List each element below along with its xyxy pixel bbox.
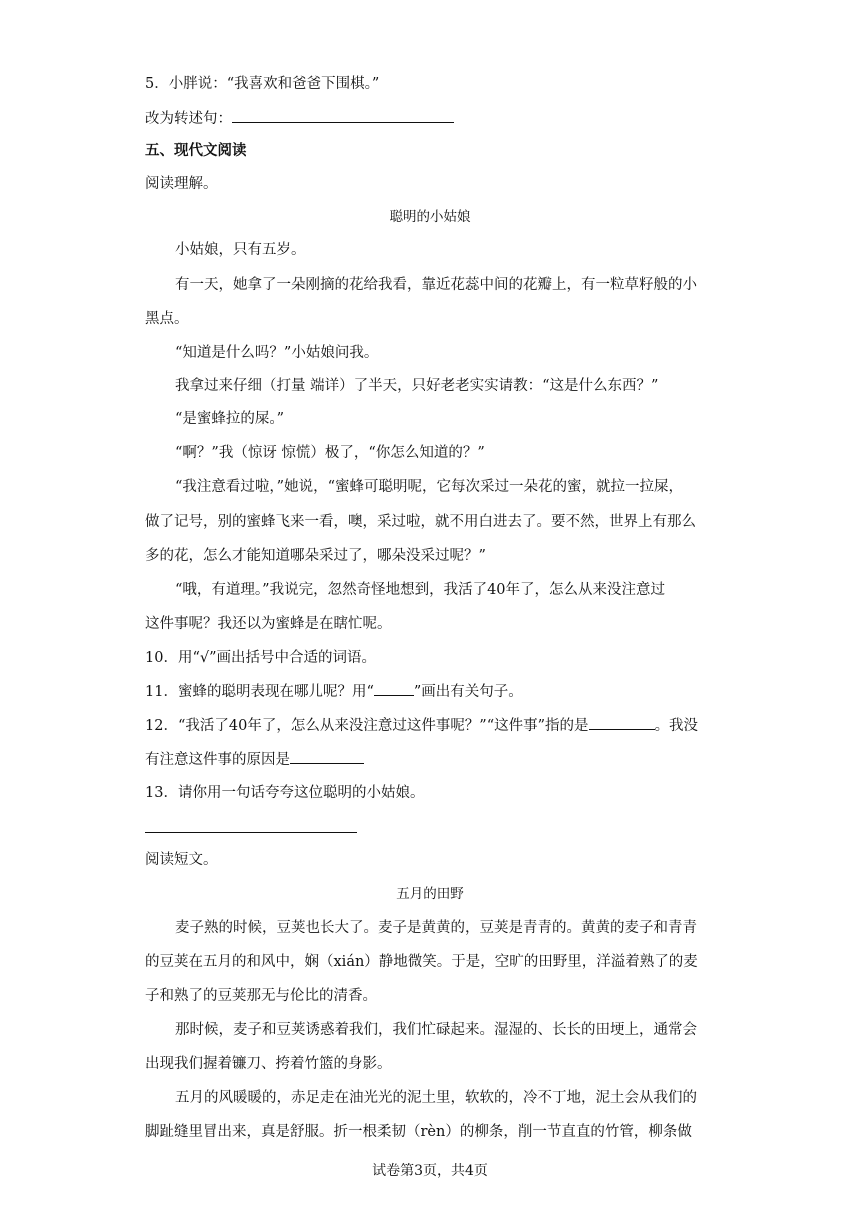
passage-title: 五月的田野 [396,886,464,902]
passage-paragraph: 小姑娘，只有五岁。 [175,242,306,258]
passage-paragraph: “我注意看过啦，”她说，“蜜蜂可聪明呢，它每次采过一朵花的蜜，就拉一拉屎， [175,479,683,495]
question-5-prompt: 5．小胖说：“我喜欢和爸爸下围棋。” [145,76,380,92]
question-11 [145,681,523,702]
passage-paragraph: “知道是什么吗？”小姑娘问我。 [175,345,379,361]
question-5-instruction-text: 改为转述句： [145,111,232,127]
question-12-cont [145,749,364,770]
passage-paragraph-cont: 做了记号，别的蜜蜂飞来一看，噢，采过啦，就不用白进去了。要不然，世界上有那么 [145,514,696,530]
question-12-text-a: 12．“我活了40年了，怎么从来没注意过这件事呢？”“这件事”指的是 [145,718,589,734]
answer-blank[interactable] [589,715,655,730]
question-11-text-a: 11．蜜蜂的聪明表现在哪儿呢？用“ [145,684,374,700]
reading-intro: 阅读理解。 [145,176,218,192]
passage-paragraph: 麦子熟的时候，豆荚也长大了。麦子是黄黄的，豆荚是青青的。黄黄的麦子和青青 [175,920,697,936]
question-11-text-b: ”画出有关句子。 [413,684,523,700]
answer-line[interactable] [145,832,357,833]
passage-paragraph: 我拿过来仔细（打量 端详）了半天，只好老老实实请教：“这是什么东西？” [175,378,659,394]
passage-paragraph-cont: 黑点。 [145,311,189,327]
passage-paragraph-cont: 出现我们握着镰刀、挎着竹篮的身影。 [145,1056,392,1072]
answer-blank[interactable] [290,749,364,764]
passage-paragraph: “啊？”我（惊讶 惊慌）极了，“你怎么知道的？” [175,445,485,461]
passage-title: 聪明的小姑娘 [389,209,471,225]
section-heading: 五、现代文阅读 [145,143,247,159]
passage-paragraph-cont: 这件事呢？我还以为蜜蜂是在瞎忙呢。 [145,616,392,632]
passage-paragraph-cont: 脚趾缝里冒出来，真是舒服。折一根柔韧（rèn）的柳条，削一节直直的竹管，柳条做 [145,1124,692,1140]
underline-sample [374,681,414,696]
page-footer: 试卷第3页，共4页 [372,1163,488,1179]
question-12-text-b: 。我没 [654,718,699,734]
passage-paragraph-cont: 多的花，怎么才能知道哪朵采过了，哪朵没采过呢？” [145,548,486,564]
passage-paragraph: 有一天，她拿了一朵刚摘的花给我看，靠近花蕊中间的花瓣上，有一粒草籽般的小 [175,277,697,293]
passage-paragraph: “是蜜蜂拉的屎。” [175,411,285,427]
passage-paragraph: “哦，有道理。”我说完，忽然奇怪地想到，我活了40年了，怎么从来没注意过 [175,582,666,598]
passage-paragraph: 那时候，麦子和豆荚诱惑着我们，我们忙碌起来。湿湿的、长长的田埂上，通常会 [175,1022,697,1038]
question-12 [145,715,698,736]
question-5-instruction [145,108,454,129]
question-12-text-c: 有注意这件事的原因是 [145,752,290,768]
passage-paragraph-cont: 的豆荚在五月的和风中，娴（xián）静地微笑。于是，空旷的田野里，洋溢着熟了的麦 [145,954,698,970]
reading-intro: 阅读短文。 [145,852,218,868]
question-10: 10．用“√”画出括号中合适的词语。 [145,650,377,666]
passage-paragraph-cont: 子和熟了的豆荚那无与伦比的清香。 [145,988,377,1004]
answer-blank[interactable] [232,108,454,123]
question-13: 13．请你用一句话夸夸这位聪明的小姑娘。 [145,785,425,801]
passage-paragraph: 五月的风暖暖的，赤足走在油光光的泥土里，软软的，冷不丁地，泥土会从我们的 [175,1090,697,1106]
